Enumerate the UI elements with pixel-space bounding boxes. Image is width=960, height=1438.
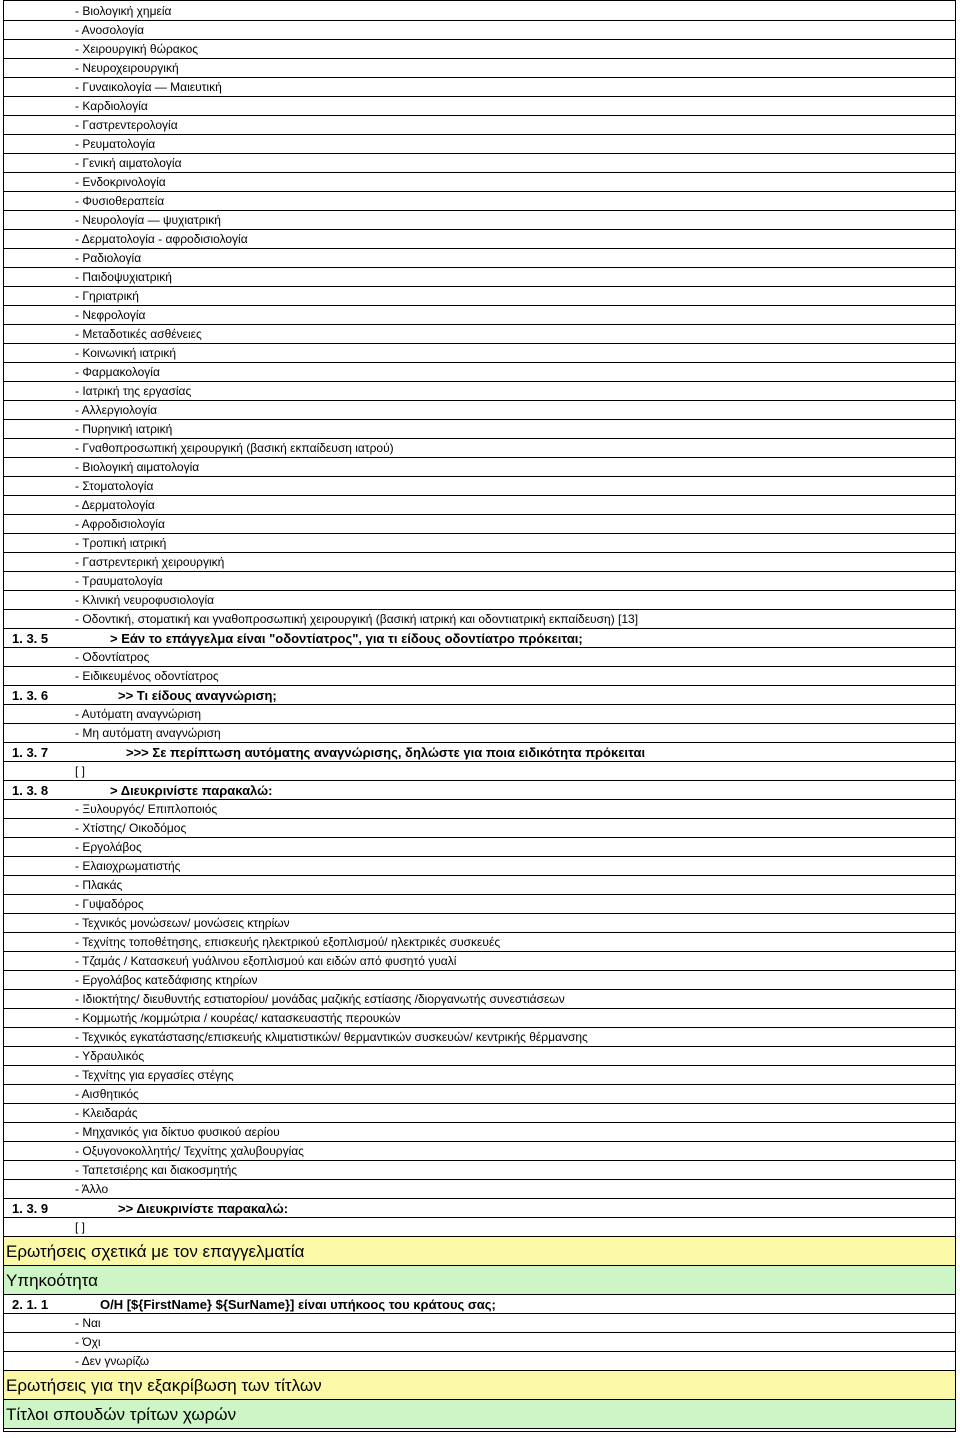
option-label: - Γαστρεντερική χειρουργική	[75, 555, 225, 569]
answer-option[interactable]	[4, 1047, 955, 1066]
option-label: [ ]	[75, 1220, 86, 1234]
option-label: - Αλλεργιολογία	[75, 403, 158, 417]
option-label: - Βιολογική αιματολογία	[75, 460, 200, 474]
option-label: - Κλινική νευροφυσιολογία	[75, 593, 215, 607]
section-header-title: Ερωτήσεις για την εξακρίβωση των τίτλων	[6, 1376, 322, 1395]
question-row	[4, 743, 955, 762]
answer-option[interactable]	[4, 306, 955, 325]
question-number: 2. 1. 1	[12, 1297, 49, 1312]
question-text: Ο/Η [${FirstName} ${SurName}] είναι υπήκοος του κράτους σας;	[100, 1297, 496, 1312]
option-label: - Ελαιοχρωματιστής	[75, 859, 181, 873]
answer-option[interactable]	[4, 211, 955, 230]
option-label: - Εργολάβος κατεδάφισης κτηρίων	[75, 973, 258, 987]
question-row	[4, 781, 955, 800]
answer-option[interactable]	[4, 838, 955, 857]
answer-option[interactable]	[4, 952, 955, 971]
option-label: - Καρδιολογία	[75, 99, 148, 113]
answer-option[interactable]	[4, 705, 955, 724]
option-label: - Πλακάς	[75, 878, 123, 892]
answer-option[interactable]	[4, 135, 955, 154]
answer-option[interactable]	[4, 534, 955, 553]
answer-option[interactable]	[4, 420, 955, 439]
answer-option[interactable]	[4, 990, 955, 1009]
option-label: - Δερματολογία	[75, 498, 155, 512]
option-label: - Όχι	[75, 1335, 101, 1349]
option-label: - Αυτόματη αναγνώριση	[75, 707, 202, 721]
subsection-header	[4, 1400, 955, 1429]
option-label: - Ανοσολογία	[75, 23, 145, 37]
option-label: - Τεχνίτης για εργασίες στέγης	[75, 1068, 234, 1082]
answer-option[interactable]	[4, 1314, 955, 1333]
answer-option[interactable]	[4, 97, 955, 116]
question-text: >>> Σε περίπτωση αυτόματης αναγνώρισης, δηλώστε για ποια ειδικότητα πρόκειται	[126, 745, 646, 760]
question-row	[4, 629, 955, 648]
option-label: - Τζαμάς / Κατασκευή γυάλινου εξοπλισμού και ειδών από φυσητό γυαλί	[75, 954, 457, 968]
answer-option[interactable]	[4, 458, 955, 477]
option-label: - Κομμωτής /κομμώτρια / κουρέας/ κατασκευαστής περουκών	[75, 1011, 401, 1025]
question-number: 1. 3. 5	[12, 631, 49, 646]
option-label: - Κλειδαράς	[75, 1106, 138, 1120]
answer-option[interactable]	[4, 439, 955, 458]
answer-option[interactable]	[4, 1123, 955, 1142]
option-label: - Αφροδισιολογία	[75, 517, 165, 531]
answer-option[interactable]	[4, 192, 955, 211]
answer-option[interactable]	[4, 1104, 955, 1123]
option-label: - Υδραυλικός	[75, 1049, 145, 1063]
option-label: - Γυψαδόρος	[75, 897, 144, 911]
subsection-header-title: Τίτλοι σπουδών τρίτων χωρών	[6, 1405, 237, 1424]
answer-option[interactable]	[4, 1352, 955, 1371]
answer-option[interactable]	[4, 667, 955, 686]
option-label: - Χειρουργική θώρακος	[75, 42, 199, 56]
answer-option[interactable]	[4, 1028, 955, 1047]
question-number: 1. 3. 9	[12, 1201, 49, 1216]
question-text: >> Τι είδους αναγνώριση;	[118, 688, 277, 703]
answer-option[interactable]	[4, 914, 955, 933]
option-label: - Εργολάβος	[75, 840, 142, 854]
answer-option[interactable]	[4, 1142, 955, 1161]
answer-option[interactable]	[4, 553, 955, 572]
answer-option[interactable]	[4, 496, 955, 515]
subsection-header	[4, 1266, 955, 1295]
answer-option[interactable]	[4, 876, 955, 895]
answer-option[interactable]	[4, 249, 955, 268]
option-label: - Μη αυτόματη αναγνώριση	[75, 726, 221, 740]
question-row	[4, 1295, 955, 1314]
option-label: - Στοματολογία	[75, 479, 154, 493]
answer-option[interactable]	[4, 382, 955, 401]
answer-field[interactable]	[4, 1218, 955, 1237]
option-label: - Πυρηνική ιατρική	[75, 422, 173, 436]
answer-option[interactable]	[4, 154, 955, 173]
option-label: - Ραδιολογία	[75, 251, 142, 265]
option-label: - Γυναικολογία — Μαιευτική	[75, 80, 222, 94]
answer-option[interactable]	[4, 724, 955, 743]
option-label: - Τεχνίτης τοποθέτησης, επισκευής ηλεκτρικού εξοπλισμού/ ηλεκτρικές συσκευές	[75, 935, 501, 949]
question-number: 1. 3. 8	[12, 783, 49, 798]
answer-option[interactable]	[4, 895, 955, 914]
answer-option[interactable]	[4, 971, 955, 990]
option-label: - Χτίστης/ Οικοδόμος	[75, 821, 187, 835]
option-label: - Οδοντική, στοματική και γναθοπροσωπική χειρουργική (βασική ιατρική και οδοντιατρική εκπαίδευση) [13]	[75, 612, 639, 626]
answer-option[interactable]	[4, 1180, 955, 1199]
answer-option[interactable]	[4, 933, 955, 952]
option-label: - Ναι	[75, 1316, 101, 1330]
answer-option[interactable]	[4, 515, 955, 534]
answer-option[interactable]	[4, 591, 955, 610]
answer-option[interactable]	[4, 230, 955, 249]
answer-option[interactable]	[4, 2, 955, 21]
answer-option[interactable]	[4, 325, 955, 344]
section-header	[4, 1237, 955, 1266]
question-text: > Εάν το επάγγελμα είναι "οδοντίατρος", για τι είδους οδοντίατρο πρόκειται;	[110, 631, 583, 646]
option-label: - Ταπετσιέρης και διακοσμητής	[75, 1163, 238, 1177]
option-label: - Ειδικευμένος οδοντίατρος	[75, 669, 219, 683]
answer-option[interactable]	[4, 477, 955, 496]
option-label: - Φαρμακολογία	[75, 365, 160, 379]
option-label: - Μεταδοτικές ασθένειες	[75, 327, 202, 341]
option-label: - Γηριατρική	[75, 289, 139, 303]
option-label: - Κοινωνική ιατρική	[75, 346, 177, 360]
answer-option[interactable]	[4, 173, 955, 192]
answer-option[interactable]	[4, 21, 955, 40]
answer-option[interactable]	[4, 59, 955, 78]
answer-option[interactable]	[4, 344, 955, 363]
answer-option[interactable]	[4, 648, 955, 667]
option-label: - Άλλο	[75, 1182, 109, 1196]
answer-option[interactable]	[4, 610, 955, 629]
option-label: - Φυσιοθεραπεία	[75, 194, 165, 208]
question-row	[4, 1199, 955, 1218]
question-number: 1. 3. 7	[12, 745, 49, 760]
option-label: - Ξυλουργός/ Επιπλοποιός	[75, 802, 218, 816]
option-label: - Νευρολογία — ψυχιατρική	[75, 213, 221, 227]
option-label: - Νεφρολογία	[75, 308, 146, 322]
option-label: - Τεχνικός μονώσεων/ μονώσεις κτηρίων	[75, 916, 290, 930]
answer-option[interactable]	[4, 363, 955, 382]
option-label: - Βιολογική χημεία	[75, 4, 172, 18]
question-row	[4, 686, 955, 705]
option-label: - Μηχανικός για δίκτυο φυσικού αερίου	[75, 1125, 280, 1139]
answer-option[interactable]	[4, 1009, 955, 1028]
question-text: > Διευκρινίστε παρακαλώ:	[110, 783, 273, 798]
answer-option[interactable]	[4, 1085, 955, 1104]
answer-option[interactable]	[4, 78, 955, 97]
option-label: - Οξυγονοκολλητής/ Τεχνίτης χαλυβουργίας	[75, 1144, 304, 1158]
answer-option[interactable]	[4, 819, 955, 838]
option-label: - Αισθητικός	[75, 1087, 139, 1101]
option-label: - Δεν γνωρίζω	[75, 1354, 150, 1368]
option-label: [ ]	[75, 764, 86, 778]
option-label: - Τροπική ιατρική	[75, 536, 167, 550]
answer-option[interactable]	[4, 1161, 955, 1180]
option-label: - Τραυματολογία	[75, 574, 163, 588]
section-header-title: Ερωτήσεις σχετικά με τον επαγγελματία	[6, 1242, 305, 1261]
question-number: 1. 3. 6	[12, 688, 49, 703]
answer-field[interactable]	[4, 762, 955, 781]
answer-option[interactable]	[4, 401, 955, 420]
answer-option[interactable]	[4, 40, 955, 59]
answer-option[interactable]	[4, 1066, 955, 1085]
option-label: - Νευροχειρουργική	[75, 61, 179, 75]
option-label: - Ιδιοκτήτης/ διευθυντής εστιατορίου/ μονάδας μαζικής εστίασης /διοργανωτής συνεστιάσεων	[75, 992, 565, 1006]
answer-option[interactable]	[4, 268, 955, 287]
option-label: - Γαστρεντερολογία	[75, 118, 178, 132]
option-label: - Γναθοπροσωπική χειρουργική (βασική εκπαίδευση ιατρού)	[75, 441, 394, 455]
option-label: - Οδοντίατρος	[75, 650, 150, 664]
subsection-header-title: Υπηκοότητα	[6, 1271, 98, 1290]
option-label: - Τεχνικός εγκατάστασης/επισκευής κλιματιστικών/ θερμαντικών συσκευών/ κεντρικής θέρμανσης	[75, 1030, 588, 1044]
option-label: - Παιδοψυχιατρική	[75, 270, 172, 284]
answer-option[interactable]	[4, 572, 955, 591]
option-label: - Ενδοκρινολογία	[75, 175, 166, 189]
question-text: >> Διευκρινίστε παρακαλώ:	[118, 1201, 289, 1216]
option-label: - Ιατρική της εργασίας	[75, 384, 192, 398]
answer-option[interactable]	[4, 800, 955, 819]
option-label: - Δερματολογία - αφροδισιολογία	[75, 232, 248, 246]
answer-option[interactable]	[4, 857, 955, 876]
section-header	[4, 1371, 955, 1400]
answer-option[interactable]	[4, 1333, 955, 1352]
option-label: - Ρευματολογία	[75, 137, 156, 151]
option-label: - Γενική αιματολογία	[75, 156, 182, 170]
answer-option[interactable]	[4, 116, 955, 135]
answer-option[interactable]	[4, 287, 955, 306]
